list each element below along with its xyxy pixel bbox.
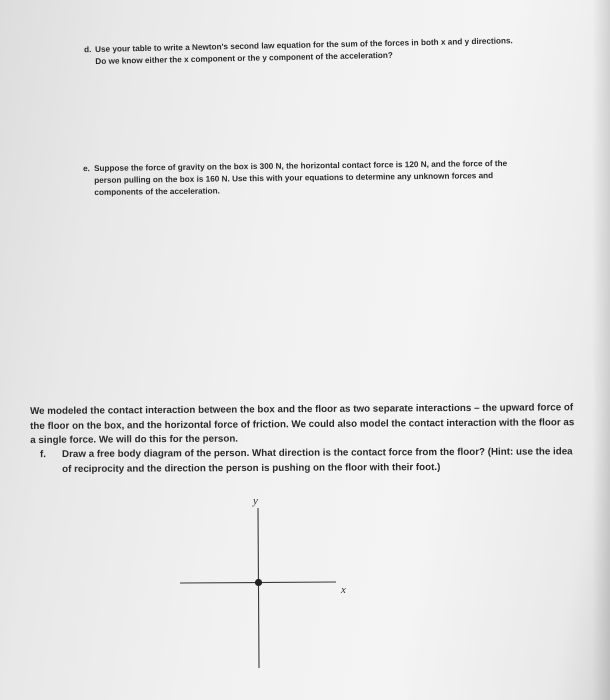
y-axis-line bbox=[258, 508, 259, 668]
question-f-label: f. bbox=[40, 449, 47, 461]
question-e-label: e. bbox=[83, 164, 90, 174]
question-d-label: d. bbox=[84, 45, 92, 55]
question-d-text: Use your table to write a Newton's second law equation for the sum of the forces in both x and y directions. Do we know either the x component or the y component of the acceleration? bbox=[95, 36, 513, 66]
question-f-text: Draw a free body diagram of the person. What direction is the contact force from the floor? (Hint: use the idea of reciprocity and the direction the person is pushing on the floor with their foot.) bbox=[62, 446, 573, 475]
contact-interaction-paragraph: We modeled the contact interaction between the box and the floor as two separate interactions – the upward force of the floor on the box, and the horizontal force of friction. We could also model the contact interaction with the floor as a single force. We will do this for the person. bbox=[30, 402, 575, 446]
question-e-text: Suppose the force of gravity on the box is 300 N, the horizontal contact force is 120 N, and the force of the person pulling on the box is 160 N. Use this with your equations to determine any unknown forces and components of the acceleration. bbox=[94, 158, 508, 197]
y-axis-label: y bbox=[253, 495, 258, 507]
x-axis-label: x bbox=[341, 584, 346, 596]
origin-dot bbox=[255, 579, 262, 586]
